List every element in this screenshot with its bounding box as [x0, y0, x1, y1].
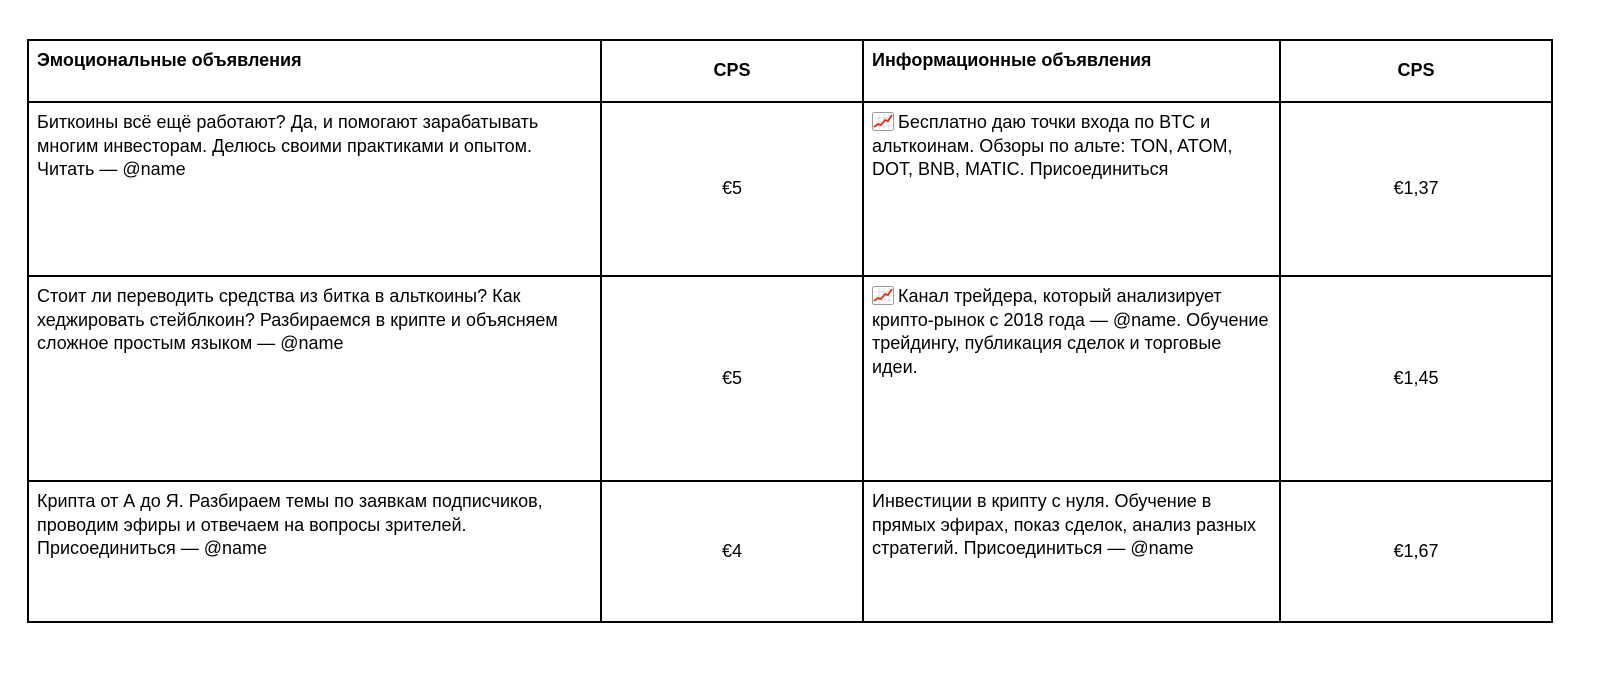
table-row	[28, 102, 1552, 276]
table-header-row	[28, 40, 1552, 102]
chart-increasing-icon	[872, 286, 894, 305]
emotional-ad-text: Крипта от А до Я. Разбираем темы по заявкам подписчиков, проводим эфиры и отвечаем на вопросы зрителей. Присоединиться — @name	[28, 481, 601, 622]
header-informational-ads: Информационные объявления	[863, 40, 1280, 102]
informational-ad-cps: €1,67	[1280, 481, 1552, 622]
table-row	[28, 276, 1552, 481]
informational-ad-cps: €1,45	[1280, 276, 1552, 481]
header-cps-informational: CPS	[1280, 40, 1552, 102]
emotional-ad-cps: €5	[601, 276, 863, 481]
chart-increasing-icon	[872, 112, 894, 131]
header-emotional-ads: Эмоциональные объявления	[28, 40, 601, 102]
header-cps-emotional: CPS	[601, 40, 863, 102]
emotional-ad-text: Стоит ли переводить средства из битка в альткоины? Как хеджировать стейблкоин? Разбираемся в крипте и объясняем сложное простым языком — @name	[28, 276, 601, 481]
informational-ad-text: Канал трейдера, который анализирует крипто-рынок с 2018 года — @name. Обучение трейдингу, публикация сделок и торговые идеи.	[872, 286, 1269, 377]
emotional-ad-cps: €4	[601, 481, 863, 622]
informational-ad-text: Бесплатно даю точки входа по BTC и альткоинам. Обзоры по альте: TON, ATOM, DOT, BNB, MATIC. Присоединиться	[872, 112, 1233, 179]
emotional-ad-text: Биткоины всё ещё работают? Да, и помогают зарабатывать многим инвесторам. Делюсь своими практиками и опытом. Читать — @name	[28, 102, 601, 276]
table-row	[28, 481, 1552, 622]
informational-ad-cell	[863, 276, 1280, 481]
informational-ad-text: Инвестиции в крипту с нуля. Обучение в прямых эфирах, показ сделок, анализ разных стратегий. Присоединиться — @name	[863, 481, 1280, 622]
emotional-ad-cps: €5	[601, 102, 863, 276]
informational-ad-cps: €1,37	[1280, 102, 1552, 276]
informational-ad-cell	[863, 102, 1280, 276]
ads-comparison-table	[27, 39, 1553, 623]
